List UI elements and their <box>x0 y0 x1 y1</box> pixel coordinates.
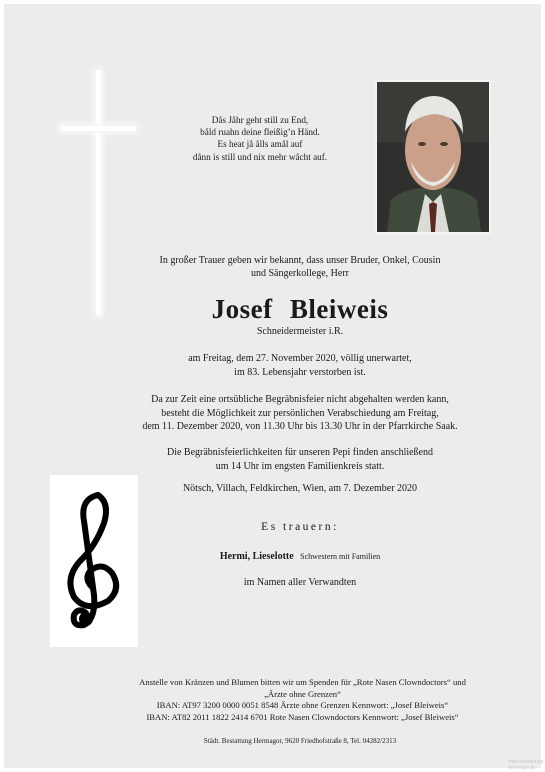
donation-line: Anstelle von Kränzen und Blumen bitten wir um Spenden für „Rote Nasen Clowndoctors“ und <box>139 677 466 687</box>
intro-text <box>150 254 450 280</box>
death-paragraph <box>140 352 460 379</box>
treble-clef-icon <box>50 475 138 647</box>
text-line: dem 11. Dezember 2020, von 11.30 Uhr bis 13.30 Uhr in der Pfarrkirche Saak. <box>142 421 458 432</box>
text-line: um 14 Uhr im engsten Familienkreis statt. <box>215 460 385 472</box>
poem-line: båld ruahn deine fleißig’n Händ. <box>200 127 320 138</box>
mourner-names: Hermi, Lieselotte <box>219 551 294 562</box>
donation-note <box>130 677 475 723</box>
watermark: www.bestattung-hermagor.at <box>508 759 545 771</box>
text-line: im 83. Lebensjahr verstorben ist. <box>234 366 366 378</box>
mourner-line <box>170 551 430 562</box>
poem-line: dånn is still und nix mehr wåcht auf. <box>192 151 328 162</box>
text-line: Die Begräbnisfeierlichkeiten für unseren Pepi finden anschließend <box>166 447 433 458</box>
undertaker-info: Städt. Bestattung Hermagor, 9620 Friedhofstraße 8, Tel. 04282/2313 <box>203 737 397 745</box>
mourning-heading: Es trauern: <box>261 521 339 533</box>
intro-line: und Sängerkollege, Herr <box>250 268 350 279</box>
poem <box>160 114 360 163</box>
cross-icon <box>60 70 140 315</box>
donation-line: IBAN: AT97 3200 0000 0051 8548 Ärzte ohne Grenzen Kennwort: „Josef Bleiweis“ <box>156 700 449 711</box>
last-name: Bleiweis <box>289 294 389 324</box>
donation-line: IBAN: AT82 2011 1822 2414 6701 Rote Nasen Clowndoctors Kennwort: „Josef Bleiweis“ <box>146 711 459 722</box>
first-name: Josef <box>211 294 273 324</box>
intro-line: In großer Trauer geben wir bekannt, dass unser Bruder, Onkel, Cousin <box>159 255 441 266</box>
deceased-title: Schneidermeister i.R. <box>256 326 344 337</box>
deceased-name <box>150 294 450 325</box>
text-line: Da zur Zeit eine ortsübliche Begräbnisfeier nicht abgehalten werden kann, <box>151 394 449 405</box>
poem-line: Es heat jå ålls amål auf <box>217 139 303 150</box>
text-line: am Freitag, dem 27. November 2020, völlig unerwartet, <box>188 353 412 364</box>
place-date: Nötsch, Villach, Feldkirchen, Wien, am 7. Dezember 2020 <box>182 483 418 494</box>
relatives-line: im Namen aller Verwandten <box>243 577 357 588</box>
farewell-paragraph <box>140 393 460 434</box>
text-line: besteht die Möglichkeit zur persönlichen Verabschiedung am Freitag, <box>161 407 439 419</box>
portrait-photo <box>375 80 491 234</box>
funeral-paragraph <box>140 446 460 473</box>
mourner-relation: Schwestern mit Familien <box>300 552 381 561</box>
donation-line: „Ärzte ohne Grenzen“ <box>264 688 341 699</box>
poem-line: Dås Jåhr geht still zu End, <box>211 115 309 125</box>
